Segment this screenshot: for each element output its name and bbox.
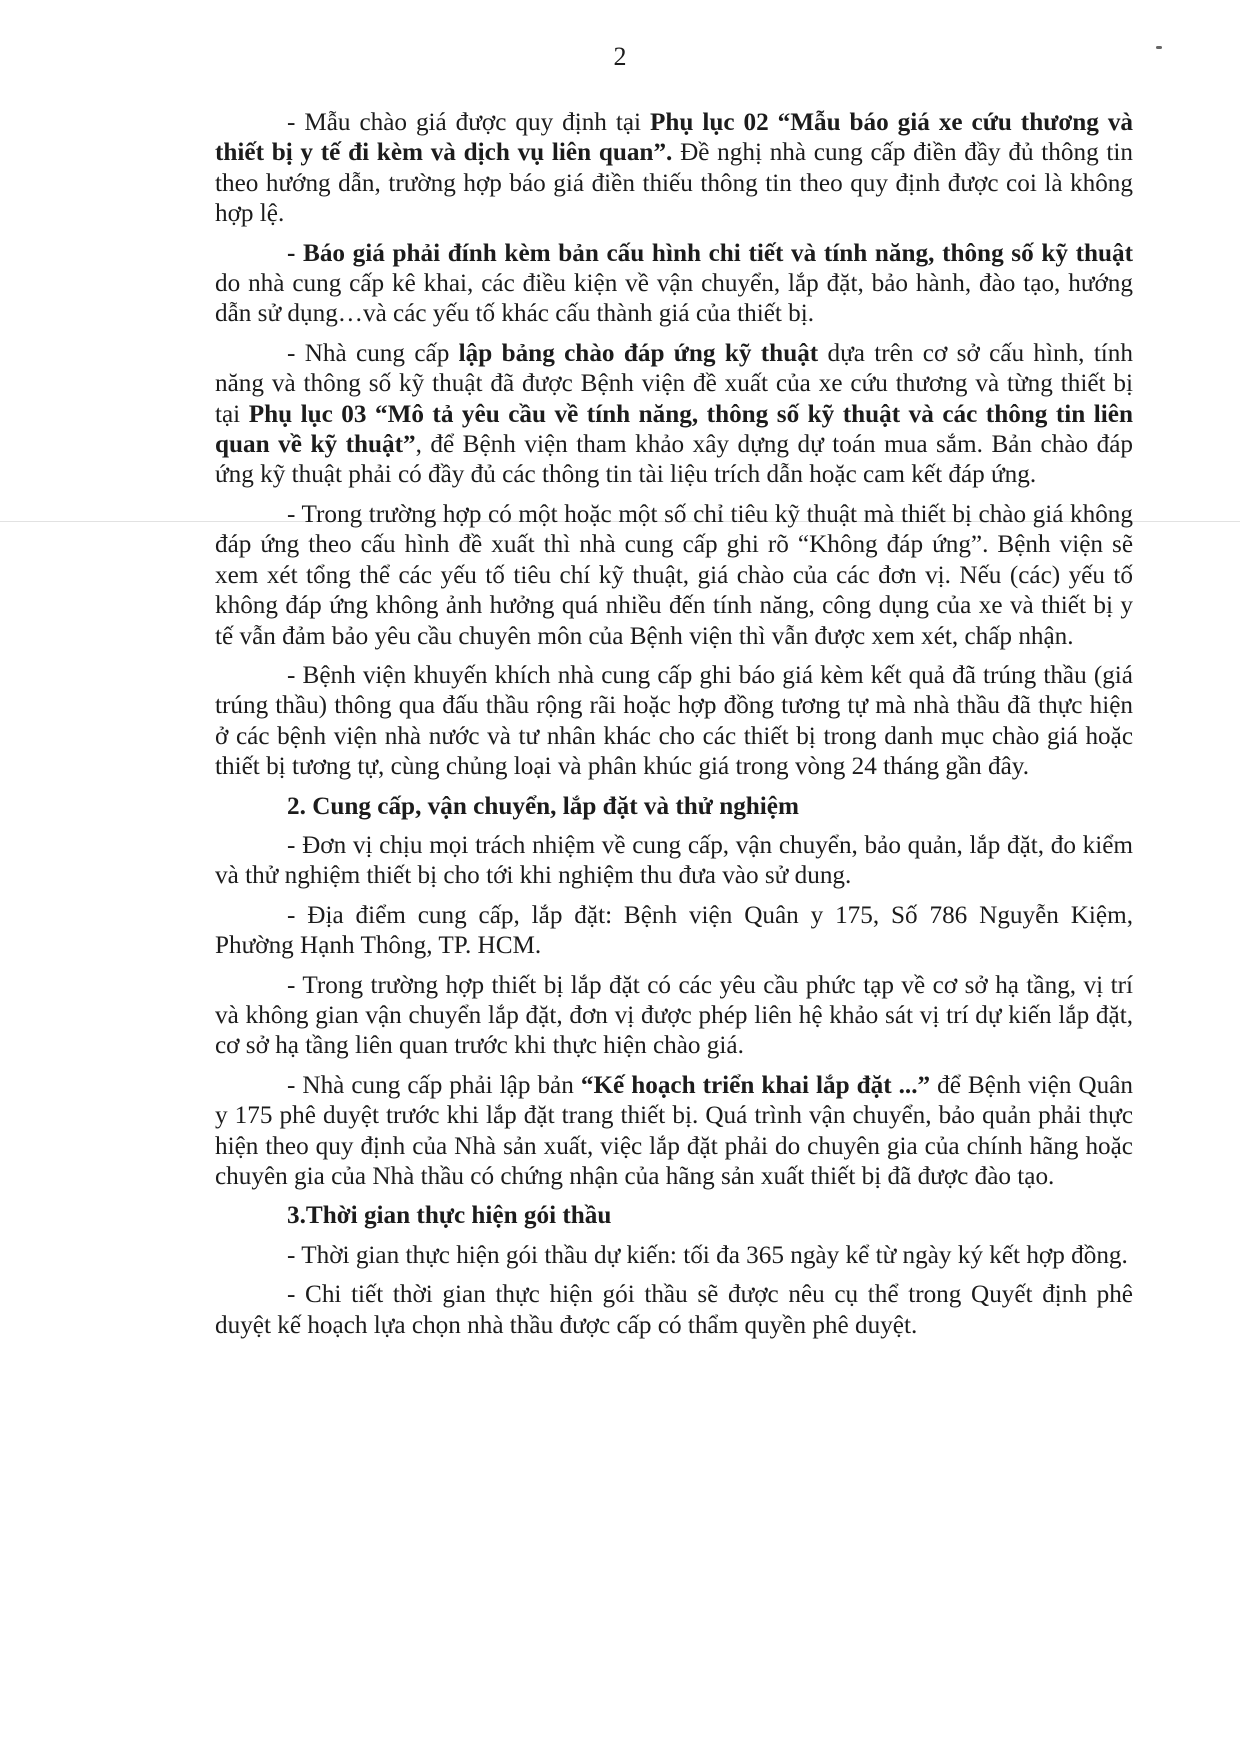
paragraph bbox=[215, 1071, 1133, 1193]
paragraph bbox=[215, 661, 1133, 783]
paragraph bbox=[215, 500, 1133, 652]
bold-text: lập bảng chào đáp ứng kỹ thuật bbox=[458, 339, 819, 367]
text-run: - Trong trường hợp có một hoặc một số chỉ tiêu kỹ thuật mà thiết bị chào giá không đáp ứng theo cấu hình đề xuất thì nhà cung cấp ghi rõ “Không đáp ứng”. Bệnh viện sẽ xem xét tổng thể các yếu tố tiêu chí kỹ thuật, giá chào của các đơn vị. Nếu (các) yếu tố không đáp ứng không ảnh hưởng quá nhiều đến tính năng, công dụng của xe và thiết bị y tế vẫn đảm bảo yêu cầu chuyên môn của Bệnh viện thì vẫn được xem xét, chấp nhận. bbox=[215, 500, 1133, 650]
bold-text: - Báo giá phải đính kèm bản cấu hình chi tiết và tính năng, thông số kỹ thuật bbox=[287, 239, 1133, 267]
bold-text: Phụ lục 03 “Mô tả yêu cầu về tính năng, thông số kỹ thuật và các thông tin liên quan về kỹ thuật” bbox=[215, 400, 1133, 459]
paragraph bbox=[215, 971, 1133, 1062]
text-run: - Nhà cung cấp phải lập bản bbox=[287, 1071, 581, 1099]
bold-text: 3.Thời gian thực hiện gói thầu bbox=[287, 1202, 612, 1230]
paragraph bbox=[215, 1241, 1133, 1271]
text-run: để Bệnh viện Quân y 175 phê duyệt trước khi lắp đặt trang thiết bị. Quá trình vận chuyển, bảo quản phải thực hiện theo quy định của Nhà sản xuất, việc lắp đặt phải do chuyên gia của chính hãng hoặc chuyên gia của Nhà thầu có chứng nhận của hãng sản xuất thiết bị đã được đào tạo. bbox=[215, 1071, 1133, 1190]
text-run: - Đơn vị chịu mọi trách nhiệm về cung cấp, vận chuyển, bảo quản, lắp đặt, đo kiểm và thử nghiệm thiết bị cho tới khi nghiệm thu đưa vào sử dung. bbox=[215, 831, 1133, 890]
bold-text: Phụ lục 02 “Mẫu báo giá xe cứu thương và thiết bị y tế đi kèm và dịch vụ liên quan”. bbox=[215, 109, 1134, 167]
section-heading bbox=[215, 792, 1133, 822]
section-heading bbox=[215, 1201, 1133, 1231]
text-run: - Mẫu chào giá được quy định tại bbox=[287, 109, 650, 136]
text-run: - Địa điểm cung cấp, lắp đặt: Bệnh viện Quân y 175, Số 786 Nguyễn Kiệm, Phường Hạnh Thông, TP. HCM. bbox=[215, 901, 1133, 960]
scan-artifact-mark bbox=[1156, 46, 1162, 49]
paragraph bbox=[215, 108, 1133, 230]
text-run: - Thời gian thực hiện gói thầu dự kiến: tối đa 365 ngày kể từ ngày ký kết hợp đồng. bbox=[287, 1241, 1128, 1269]
bold-text: 2. Cung cấp, vận chuyển, lắp đặt và thử nghiệm bbox=[287, 792, 799, 820]
text-run: - Nhà cung cấp bbox=[287, 339, 459, 367]
bold-text: “Kế hoạch triển khai lắp đặt ...” bbox=[580, 1071, 931, 1099]
paragraph bbox=[215, 239, 1133, 330]
text-run: dựa trên cơ sở cấu hình, tính năng và thông số kỹ thuật đã được Bệnh viện đề xuất của xe cứu thương và từng thiết bị tại bbox=[215, 339, 1133, 428]
text-run: - Trong trường hợp thiết bị lắp đặt có các yêu cầu phức tạp về cơ sở hạ tầng, vị trí và không gian vận chuyển lắp đặt, đơn vị được phép liên hệ khảo sát vị trí dự kiến lắp đặt, cơ sở hạ tầng liên quan trước khi thực hiện chào giá. bbox=[215, 971, 1133, 1060]
text-run: do nhà cung cấp kê khai, các điều kiện về vận chuyển, lắp đặt, bảo hành, đào tạo, hướng dẫn sử dụng…và các yếu tố khác cấu thành giá của thiết bị. bbox=[215, 270, 1133, 328]
text-run: - Chi tiết thời gian thực hiện gói thầu sẽ được nêu cụ thể trong Quyết định phê duyệt kế hoạch lựa chọn nhà thầu được cấp có thẩm quyền phê duyệt. bbox=[215, 1281, 1133, 1339]
text-run: , để Bệnh viện tham khảo xây dựng dự toán mua sắm. Bản chào đáp ứng kỹ thuật phải có đầy đủ các thông tin tài liệu trích dẫn hoặc cam kết đáp ứng. bbox=[215, 431, 1133, 489]
document-body bbox=[215, 108, 1133, 1350]
paragraph bbox=[215, 339, 1133, 491]
paragraph bbox=[215, 901, 1133, 962]
text-run: - Bệnh viện khuyến khích nhà cung cấp ghi báo giá kèm kết quả đã trúng thầu (giá trúng thầu) thông qua đấu thầu rộng rãi hoặc hợp đồng tương tự mà nhà thầu đã thực hiện ở các bệnh viện nhà nước và tư nhân khác cho các thiết bị trong danh mục chào giá hoặc thiết bị tương tự, cùng chủng loại và phân khúc giá trong vòng 24 tháng gần đây. bbox=[215, 661, 1133, 781]
page-number: 2 bbox=[613, 42, 627, 71]
paragraph bbox=[215, 831, 1133, 892]
paragraph bbox=[215, 1280, 1133, 1341]
text-run: Đề nghị nhà cung cấp điền đầy đủ thông tin theo hướng dẫn, trường hợp báo giá điền thiếu thông tin theo quy định được coi là không hợp lệ. bbox=[215, 139, 1134, 228]
